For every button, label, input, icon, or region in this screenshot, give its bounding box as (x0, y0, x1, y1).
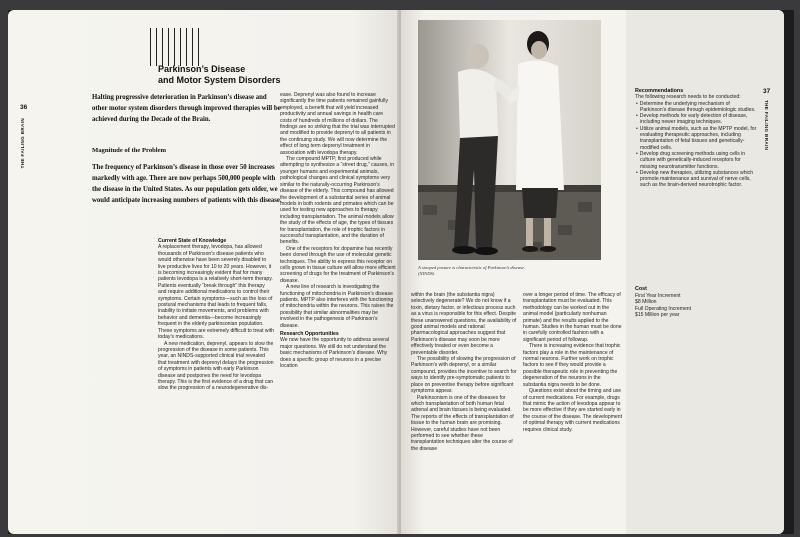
cost-box (635, 286, 757, 319)
recommendations-list (635, 101, 757, 189)
paragraph: The possibility of slowing the progression of Parkinson’s with deprenyl, or a similar compound, provides the incentive to search for ways to identify pre-symptomatic patients to place on preventive therapy before significant symptoms appear. (411, 356, 517, 395)
section-heading: Current State of Knowledge (158, 238, 227, 244)
recommendations-intro: The following research needs to be conducted: (635, 94, 741, 101)
list-item: • Develop drug screening methods using cells in culture with genetically-induced receptors for missing neurotransmitter functions. (640, 151, 757, 170)
paragraph: We now have the opportunity to address several major questions. We still do not understand the basic mechanisms of Parkinson’s disease. Why does a specific group of neurons in a precise location (280, 337, 389, 370)
page-number: 36 (20, 104, 28, 111)
cost-line: $15 Million per year (635, 312, 680, 319)
doctor-patient-photo (418, 20, 601, 260)
left-column-1 (158, 236, 274, 392)
left-page (8, 10, 400, 534)
right-column-1 (411, 292, 517, 452)
title-line-1: Parkinson’s Disease (158, 64, 246, 74)
paragraph: A replacement therapy, levodopa, has allowed thousands of Parkinson’s disease patients who would otherwise have been severely disabled to live productive lives for 10 to 20 years. However, it is becoming increasingly evident that for many patients levodopa is a relatively short-term therapy. Patients eventually “break through” this therapy and require additional medications to control their symptoms. Certain symptoms—such as the loss of postural mechanisms that leads to frequent falls, inability to initiate movements, and problems with behavior and dementia—become increasingly frequent in the elderly parkinsonian population. These symptoms are extremely difficult to treat with today’s medications. (158, 244, 274, 341)
running-head: THE FAILING BRAIN (20, 118, 25, 169)
cost-line: $8 Million (635, 299, 657, 306)
recommendations (635, 88, 757, 189)
cost-line: First Year Increment (635, 292, 681, 299)
paragraph: One of the receptors for dopamine has recently been cloned through the use of molecular genetic techniques. The ability to express this receptor on cells grown in tissue culture will allow more efficient screening of drugs for the treatment of Parkinson’s disease. (280, 245, 396, 284)
title-line-2: and Motor System Disorders (158, 75, 281, 85)
paragraph: Questions exist about the timing and use of current medications. For example, drugs that mimic the action of levodopa appear to be more effective if they are started early in the course of the disease. The development of optimal therapy with current medications requires clinical study. (523, 388, 623, 433)
list-item: • Develop methods for early detection of disease, including newer imaging techniques. (640, 113, 757, 126)
magnitude-paragraph: The frequency of Parkinson’s disease in those over 50 increases markedly with age. There are now perhaps 500,000 people with the disease in the United States. As our population gets older, we would anticipate increasing numbers of patients with this disease. (92, 164, 282, 204)
paragraph: A new line of research is investigating the functioning of mitochondria in Parkinson’s disease patients. MPTP also interferes with the functioning of mitochondria within the neurons. This raises the possibility that similar abnormalities may be involved in the pathogenesis of Parkinson’s disease. (280, 284, 394, 329)
paragraph: A new medication, deprenyl, appears to slow the progression of the disease in some patients. This year, an NINDS-supported clinical trial revealed that treatment with deprenyl delays the progression of symptoms in patients with early Parkinson disease and postpones the need for levodopa therapy. This is the first evidence of a drug that can slow the progression of a neurodegenerative dis- (158, 340, 274, 392)
page-number: 37 (763, 88, 771, 95)
paragraph: The compound MPTP, first produced while attempting to synthesize a “street drug,” causes, in younger humans and experimental animals, pathological changes and clinical symptoms very similar to the naturally-occurring Parkinson’s disease of the elderly. This compound has allowed the development of a substantial series of animal models in both rodents and primates which can be used for testing new approaches to therapy including transplantation. The animal models allow the study of the effects of age, the types of tissues for transplantation, the role of trophic factors in successful transplantation, and the duration of benefits. (280, 156, 395, 246)
paragraph: over a longer period of time. The efficacy of transplantation must be evaluated. This methodology can be worked out in the animal model (particularly nonhuman primate) and the results applied to the human. Studies in the human must be done in carefully controlled fashion with a significant period of followup. (523, 292, 622, 343)
photo-illustration (418, 20, 601, 260)
list-item: • Determine the underlying mechanism of Parkinson’s disease through epidemiologic studies. (640, 101, 757, 114)
left-column-2 (280, 92, 396, 369)
section-heading: Research Opportunities (280, 331, 339, 338)
lead-paragraph: Halting progressive deterioration in Parkinson’s disease and other motor system disorders through improved therapies will be achieved during the Decade of the Brain. (92, 94, 281, 123)
magnitude-heading: Magnitude of the Problem (92, 147, 167, 154)
recommendations-sidebar (626, 10, 784, 534)
paragraph: within the brain (the substantia nigra) selectively degenerate? We do not know if a toxin, dietary factor, or infectious process such as a virus is responsible for this effect. Despite these unanswered questions, the availability of good animal models and rational pharmacological approaches suggest that Parkinson’s disease may soon be more effectively treated or even become a preventable disorder. (411, 292, 517, 356)
right-column-2 (523, 292, 623, 433)
cost-line: Full Operating Increment (635, 305, 692, 312)
list-item: • Utilize animal models, such as the MPTP model, for evaluating therapeutic approaches, including transplantation of fetal tissues and genetically-modified cells. (640, 126, 757, 151)
decorative-rules (150, 28, 210, 68)
right-page (401, 10, 784, 534)
recommendations-heading: Recommendations (635, 88, 684, 94)
cost-heading: Cost (635, 286, 647, 292)
paragraph: There is increasing evidence that trophic factors play a role in the maintenance of normal neurons. Further work on trophic factors to see if they would provide a possible therapeutic role in preventing the degeneration of the neurons in the substantia nigra needs to be done. (523, 343, 621, 388)
paragraph: Parkinsonism is one of the diseases for which transplantation of both human fetal adrenal and brain tissues is being evaluated. The reports of the effects of transplantation of tissue to the human brain are promising. However, careful studies have not been performed to see whether these transplantation techniques alter the course of the disease (411, 394, 514, 452)
magazine-spread (8, 10, 794, 534)
list-item: • Develop new therapies, utilizing substances which promote maintenance and survival of nerve cells, such as the brain-derived neurotrophic factor. (640, 170, 757, 189)
article-title (158, 64, 281, 86)
photo-caption: A stooped posture is characteristic of Parkinson’s disease. (NINDS) (418, 265, 526, 276)
running-head: THE FAILING BRAIN (764, 100, 769, 151)
paragraph: ease. Deprenyl was also found to increase significantly the time patients remained gainfully employed, a benefit that will yield increased productivity and annual savings in health care costs of hundreds of millions of dollars. The findings are so striking that the trial was interrupted and modified to provide deprenyl to all patients in the continuing study. We will now determine the effect of long term deprenyl treatment in association with levodopa therapy. (280, 92, 395, 156)
